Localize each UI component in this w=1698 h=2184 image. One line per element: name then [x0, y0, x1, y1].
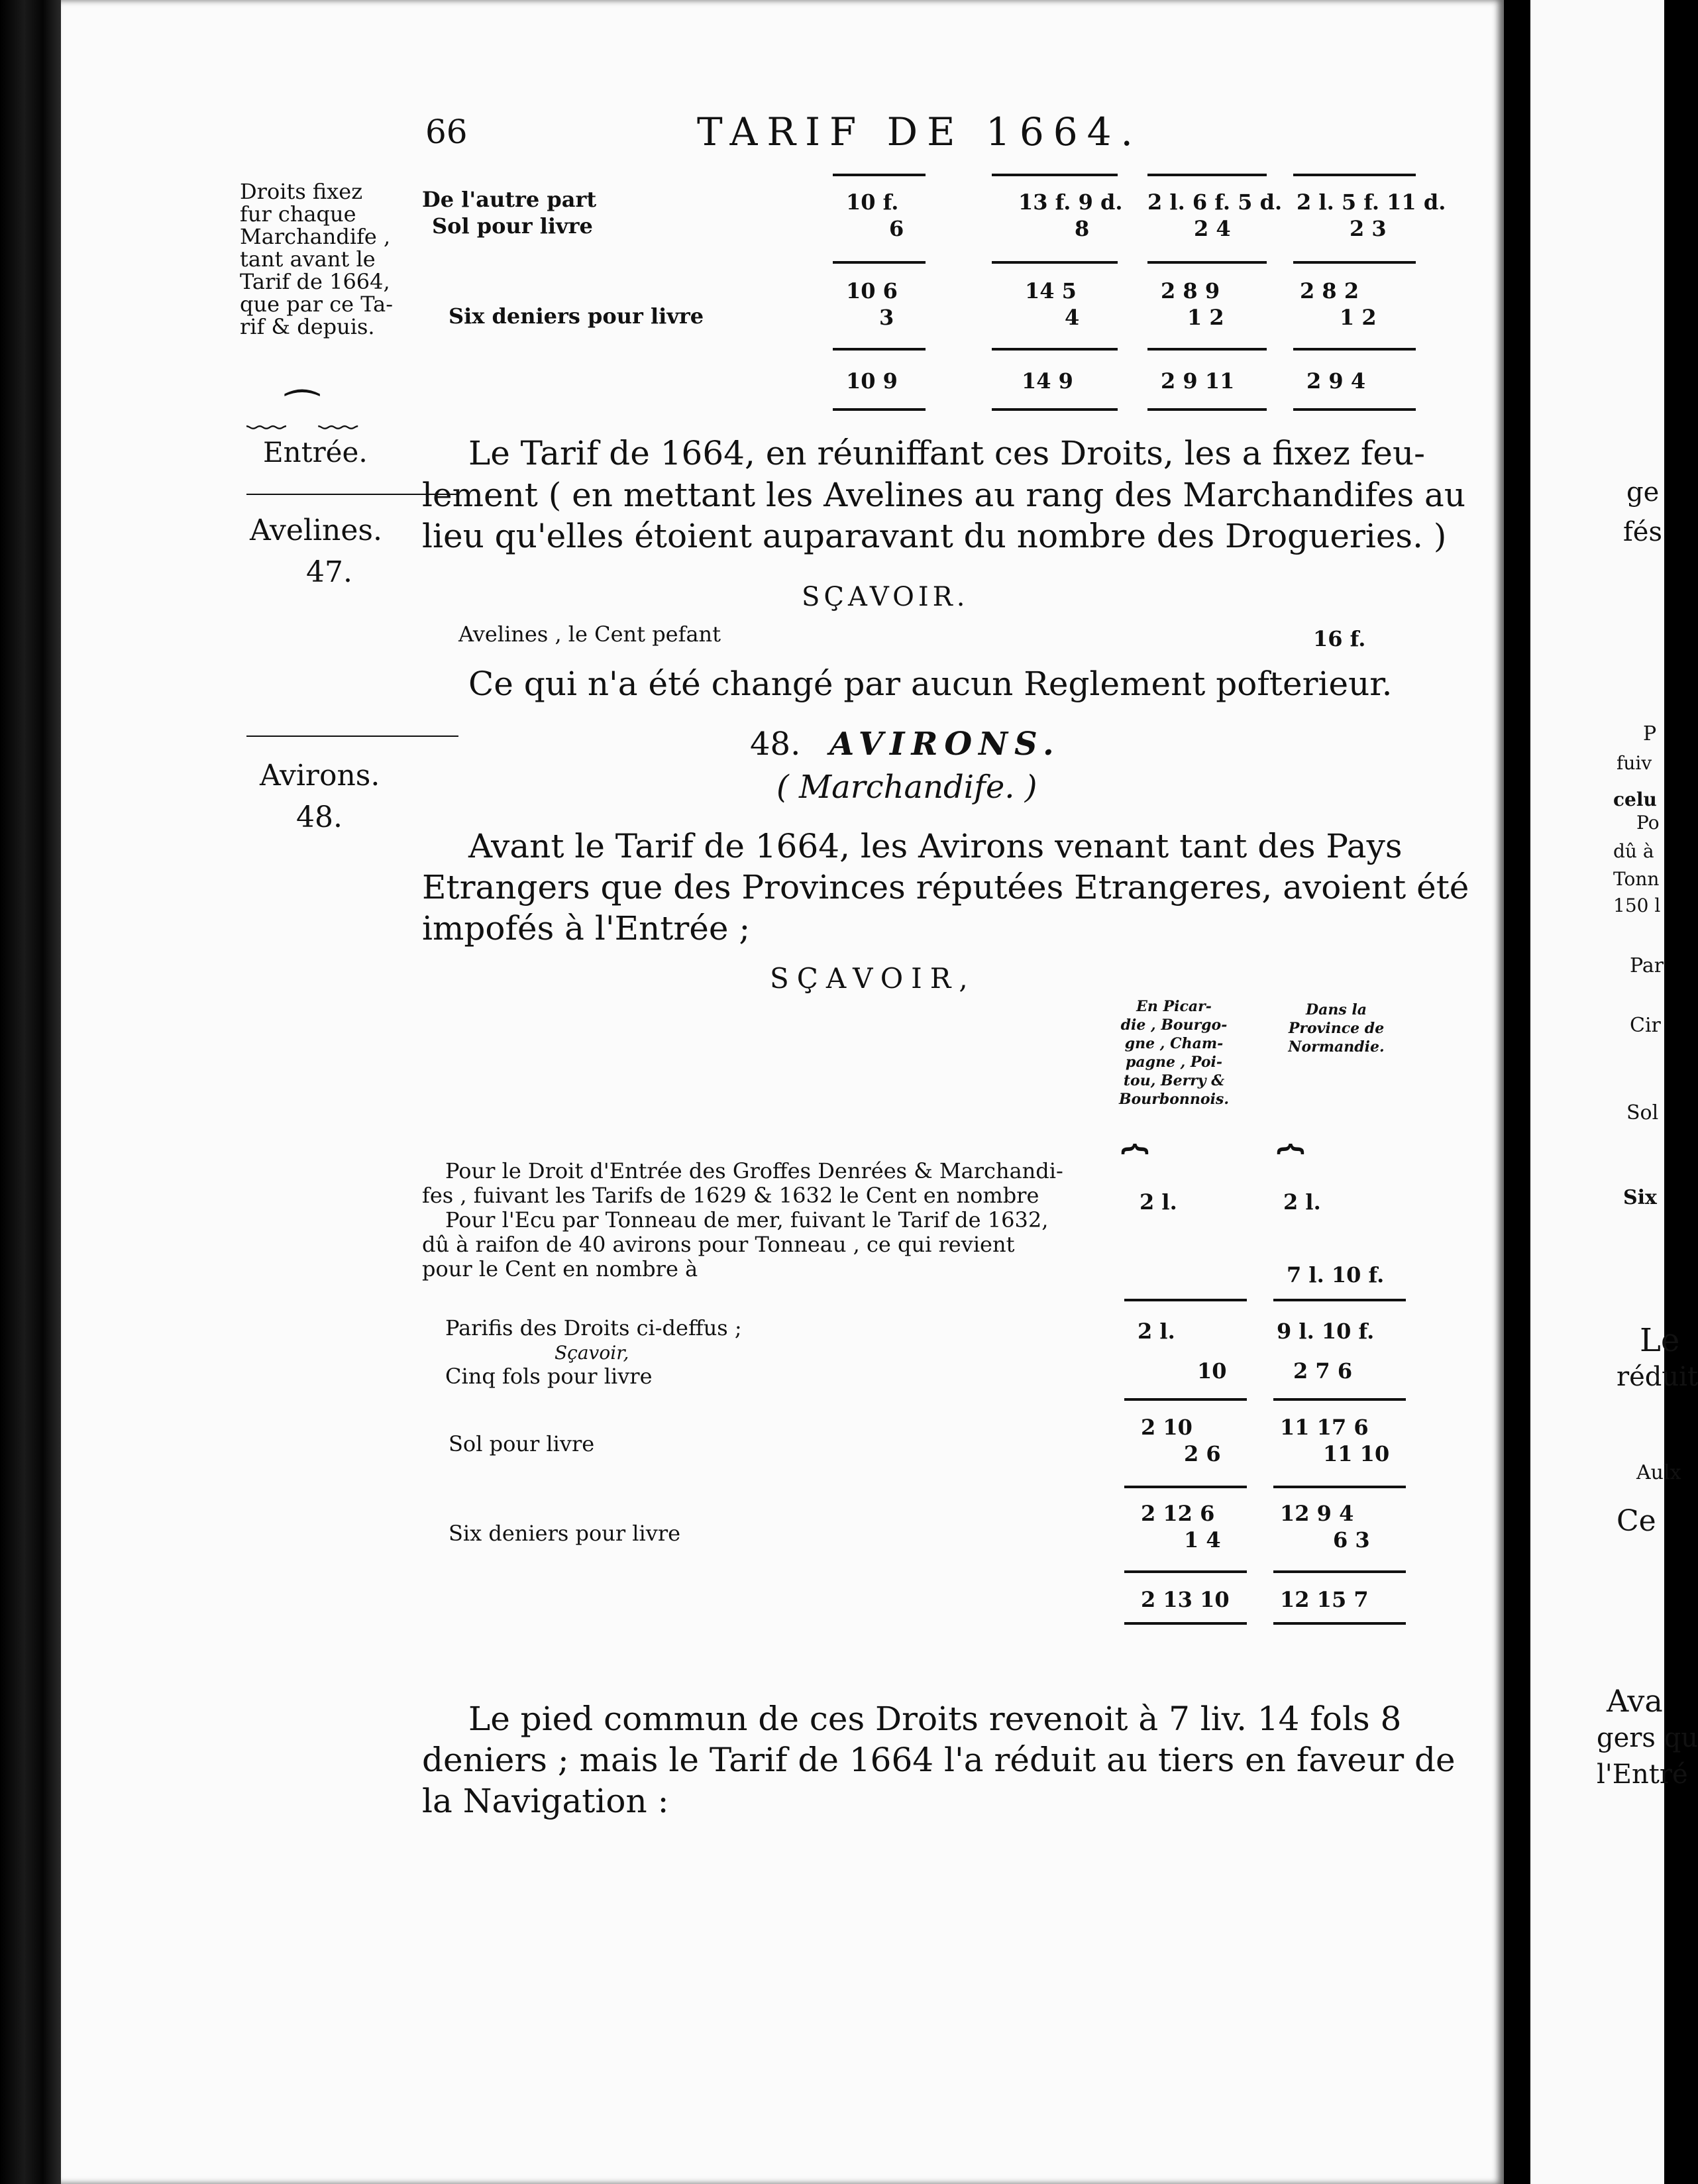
table1-rule — [1147, 261, 1267, 264]
adjacent-page-fragment — [1530, 0, 1698, 2184]
fragment-text: fés — [1623, 517, 1663, 547]
table1-cell: 1 2 — [1340, 305, 1377, 330]
paragraph-line: lement ( en mettant les Avelines au rang des Marchandifes au — [422, 476, 1466, 514]
table1-rule — [992, 408, 1118, 411]
table2-cell: 2 l. — [1140, 1189, 1177, 1215]
table1-label: Six deniers pour livre — [449, 303, 704, 329]
table1-rule — [833, 348, 926, 351]
section-title: AVIRONS. — [829, 726, 1061, 763]
table2-cell: 2 12 6 — [1141, 1501, 1215, 1526]
running-title: TARIF DE 1664. — [697, 109, 1142, 154]
table2-cell: 2 l. — [1138, 1319, 1175, 1344]
fragment-text: gers qu — [1597, 1723, 1698, 1753]
table1-label: De l'autre part — [422, 187, 597, 212]
table1-rule — [1293, 174, 1416, 176]
table2-desc: Pour l'Ecu par Tonneau de mer, fuivant le Tarif de 1632, — [445, 1207, 1049, 1232]
paragraph-line: deniers ; mais le Tarif de 1664 l'a réduit au tiers en faveur de — [422, 1741, 1456, 1779]
cinq-sols-label: Cinq fols pour livre — [445, 1364, 653, 1389]
table1-cell: 10 6 — [846, 278, 898, 303]
column-head-picardie: En Picar- die , Bourgo- gne , Cham- pagne , Poi- tou, Berry & Bourbonnois. — [1119, 998, 1229, 1108]
table2-cell: 7 l. 10 f. — [1287, 1262, 1385, 1287]
fragment-text: réduit — [1617, 1362, 1698, 1392]
fragment-text: Ce — [1617, 1504, 1656, 1538]
table2-cell: 10 — [1197, 1358, 1227, 1384]
table1-cell: 8 — [1075, 216, 1090, 241]
scavoir-heading: SÇAVOIR, — [770, 962, 976, 995]
margin-entree: Entrée. — [263, 436, 368, 468]
avelines-line-label: Avelines , le Cent pefant — [458, 622, 721, 647]
book-gutter — [1504, 0, 1530, 2184]
table2-rule — [1273, 1299, 1406, 1301]
table1-cell: 2 9 4 — [1306, 368, 1366, 394]
paragraph-line: impofés à l'Entrée ; — [422, 909, 751, 948]
fragment-text: Le — [1640, 1322, 1680, 1359]
book-page — [61, 0, 1504, 2184]
page-number: 66 — [425, 113, 468, 151]
table2-desc: Pour le Droit d'Entrée des Groffes Denrées & Marchandi- — [445, 1158, 1063, 1183]
table1-rule — [833, 174, 926, 176]
fragment-text: fuiv — [1617, 752, 1652, 774]
table2-cell: 12 15 7 — [1280, 1587, 1369, 1612]
table1-rule — [992, 348, 1118, 351]
table2-cell: 2 10 — [1141, 1415, 1193, 1440]
fragment-text: Six — [1623, 1186, 1657, 1209]
column-head-normandie: Dans la Province de Normandie. — [1288, 1001, 1385, 1056]
six-deniers-label: Six deniers pour livre — [449, 1521, 681, 1546]
fragment-text: l'Entré — [1597, 1759, 1688, 1790]
table1-rule — [992, 174, 1118, 176]
table2-rule — [1124, 1622, 1247, 1625]
parisis-label: Parifis des Droits ci-deffus ; — [445, 1315, 742, 1340]
table2-rule — [1273, 1398, 1406, 1401]
table2-cell: 2 13 10 — [1141, 1587, 1230, 1612]
paragraph-line: Avant le Tarif de 1664, les Avirons venant tant des Pays — [468, 827, 1403, 865]
fragment-text: celu — [1613, 789, 1657, 810]
fragment-text: dû à — [1613, 840, 1654, 862]
table2-cell: 6 3 — [1333, 1527, 1370, 1553]
fragment-text: Po — [1636, 812, 1660, 834]
fragment-text: ge — [1626, 477, 1660, 508]
table2-desc: dû à raifon de 40 avirons pour Tonneau , ce qui revient — [422, 1232, 1015, 1257]
table1-rule — [1147, 174, 1267, 176]
table2-cell: 9 l. 10 f. — [1277, 1319, 1375, 1344]
paragraph-line: Ce qui n'a été changé par aucun Reglement pofterieur. — [468, 665, 1393, 703]
table1-cell: 14 9 — [1022, 368, 1073, 394]
table1-cell: 2 9 11 — [1161, 368, 1235, 394]
table1-cell: 2 8 9 — [1161, 278, 1220, 303]
table1-cell: 10 f. — [846, 190, 899, 215]
margin-rule — [246, 736, 458, 737]
table1-cell: 2 8 2 — [1300, 278, 1359, 303]
table2-rule — [1273, 1486, 1406, 1488]
section-subtitle: ( Marchandife. ) — [776, 769, 1037, 806]
margin-note: Droits fixez fur chaque Marchandife , tant avant le Tarif de 1664, que par ce Ta- rif & depuis. — [240, 179, 394, 339]
fragment-text: 150 l — [1613, 895, 1661, 916]
table1-rule — [1293, 261, 1416, 264]
brace: ⏞ — [1277, 1142, 1304, 1197]
table2-cell: 12 9 4 — [1280, 1501, 1354, 1526]
fragment-text: Sol — [1626, 1101, 1659, 1124]
ornament-flourish: ﹏⁀﹏ — [246, 390, 358, 436]
paragraph-line: la Navigation : — [422, 1782, 669, 1820]
margin-avirons-number: 48. — [296, 800, 343, 834]
fragment-text: Aulx — [1636, 1461, 1681, 1484]
table1-rule — [1147, 408, 1267, 411]
fragment-text: Cir — [1630, 1014, 1661, 1037]
table1-cell: 3 — [879, 305, 894, 330]
fragment-text: Par — [1630, 954, 1664, 977]
table1-cell: 1 2 — [1187, 305, 1224, 330]
scavoir-heading: SÇAVOIR. — [802, 582, 969, 612]
fragment-text: Tonn — [1613, 868, 1660, 890]
table1-rule — [1147, 348, 1267, 351]
fragment-text: Ava — [1607, 1683, 1663, 1719]
paragraph-line: Le pied commun de ces Droits revenoit à 7 liv. 14 fols 8 — [468, 1700, 1402, 1738]
table2-rule — [1273, 1622, 1406, 1625]
table2-rule — [1124, 1570, 1247, 1573]
margin-avelines: Avelines. — [250, 514, 382, 547]
table2-cell: 2 l. — [1283, 1189, 1321, 1215]
paragraph-line: Etrangers que des Provinces réputées Etrangeres, avoient été — [422, 868, 1469, 906]
paragraph-line: lieu qu'elles étoient auparavant du nombre des Drogueries. ) — [422, 517, 1447, 555]
table1-cell: 2 4 — [1194, 216, 1231, 241]
table2-rule — [1124, 1398, 1247, 1401]
table1-cell: 14 5 — [1025, 278, 1077, 303]
table2-cell: 11 17 6 — [1280, 1415, 1369, 1440]
brace: ⏞ — [1121, 1142, 1149, 1197]
avelines-line-value: 16 f. — [1313, 626, 1366, 651]
margin-avirons: Avirons. — [260, 759, 380, 792]
table1-cell: 10 9 — [846, 368, 898, 394]
table1-rule — [1293, 408, 1416, 411]
table2-cell: 1 4 — [1184, 1527, 1221, 1553]
table1-cell: 2 l. 6 f. 5 d. — [1147, 190, 1283, 215]
scavoir-label: Sçavoir, — [555, 1342, 629, 1364]
table2-desc: pour le Cent en nombre à — [422, 1256, 698, 1282]
book-binding-edge — [0, 0, 61, 2184]
table2-rule — [1273, 1570, 1406, 1573]
table1-label: Sol pour livre — [432, 213, 593, 239]
table1-cell: 2 l. 5 f. 11 d. — [1297, 190, 1446, 215]
paragraph-line: Le Tarif de 1664, en réuniffant ces Droits, les a fixez feu- — [468, 434, 1426, 472]
table2-cell: 11 10 — [1323, 1441, 1390, 1466]
table1-cell: 4 — [1065, 305, 1080, 330]
table1-rule — [1293, 348, 1416, 351]
table1-rule — [833, 261, 926, 264]
table2-cell: 2 6 — [1184, 1441, 1221, 1466]
section-number: 48. — [750, 726, 801, 763]
table1-rule — [992, 261, 1118, 264]
table2-desc: fes , fuivant les Tarifs de 1629 & 1632 le Cent en nombre — [422, 1183, 1039, 1208]
table1-rule — [833, 408, 926, 411]
table1-cell: 6 — [889, 216, 904, 241]
table2-rule — [1124, 1486, 1247, 1488]
table1-cell: 2 3 — [1350, 216, 1387, 241]
table1-cell: 13 f. 9 d. — [1018, 190, 1123, 215]
margin-avelines-number: 47. — [306, 555, 352, 589]
fragment-text: P — [1643, 722, 1657, 745]
sol-pour-livre-label: Sol pour livre — [449, 1431, 595, 1456]
table2-cell: 2 7 6 — [1293, 1358, 1353, 1384]
table2-rule — [1124, 1299, 1247, 1301]
